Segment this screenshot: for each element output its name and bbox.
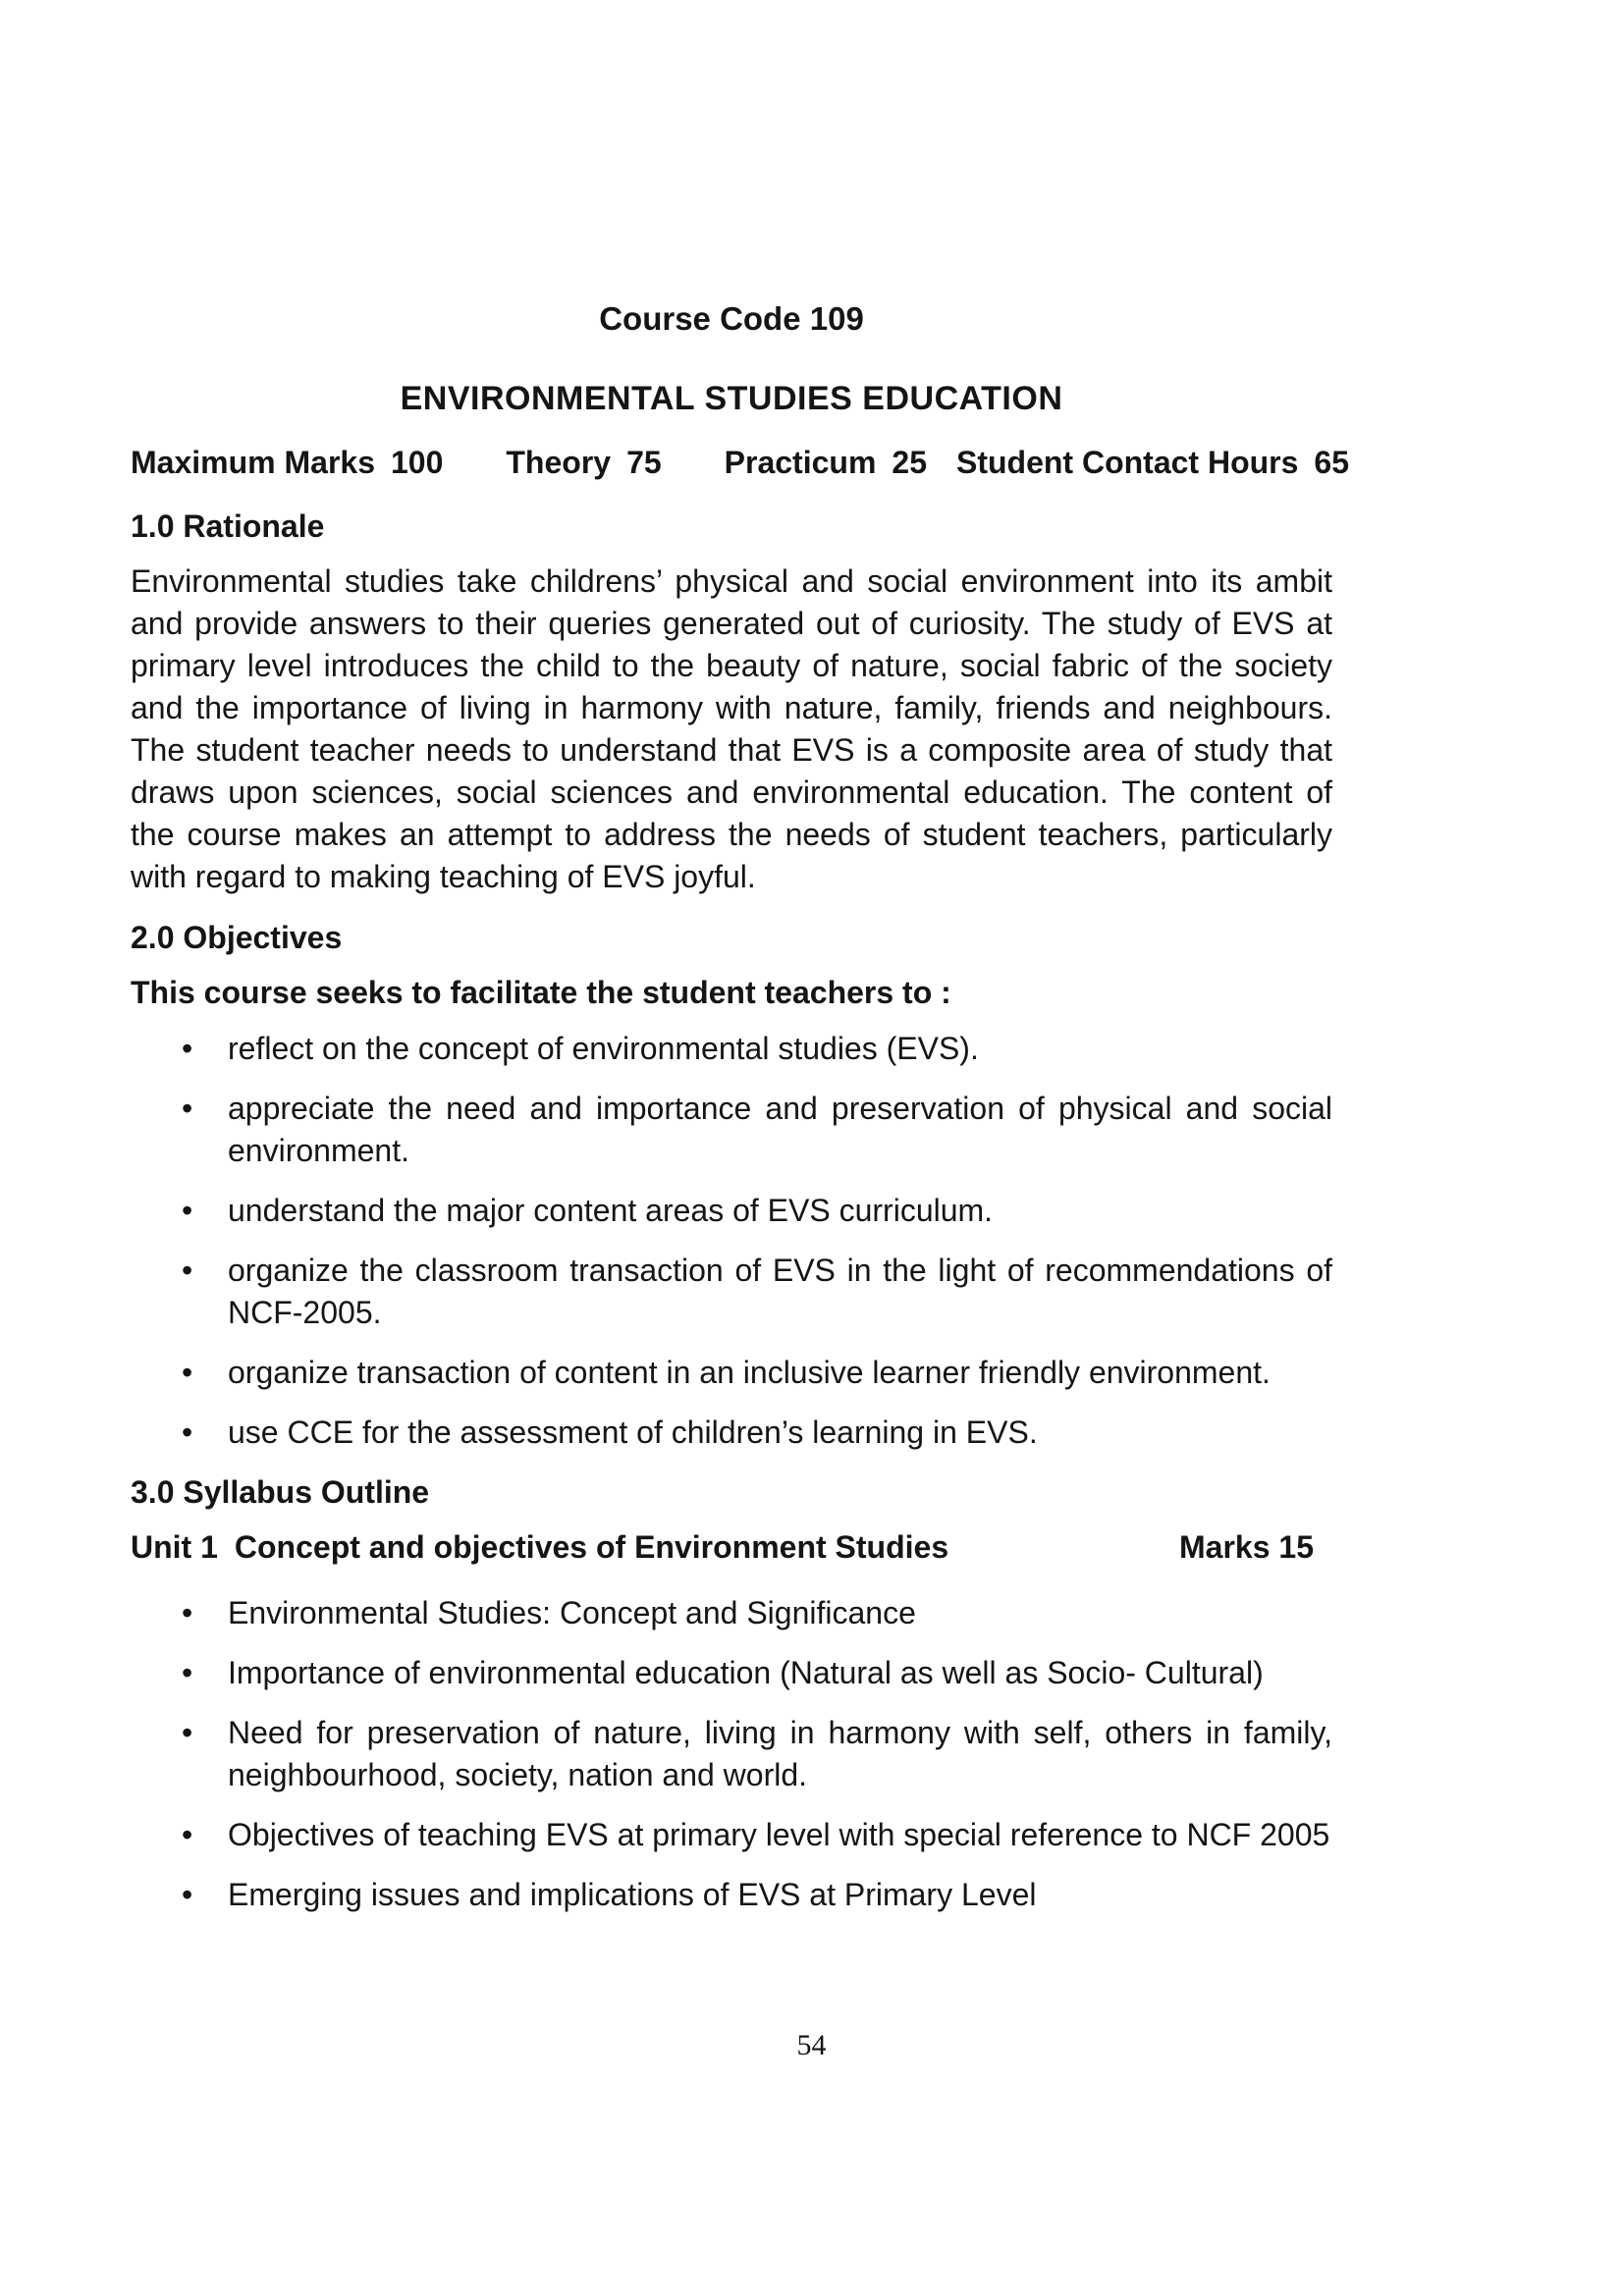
unit1-list (131, 1592, 1332, 1916)
course-code-heading: Course Code 109 (599, 300, 864, 337)
marks-maximum-label: Maximum Marks (131, 445, 375, 480)
page-number: 54 (796, 2029, 827, 2061)
marks-contact-hours (956, 442, 1349, 484)
objectives-list (131, 1028, 1332, 1454)
objectives-item: • organize transaction of content in an inclusive learner friendly environment. (131, 1352, 1332, 1394)
page-title: ENVIRONMENTAL STUDIES EDUCATION (400, 380, 1063, 417)
unit1-item: • Environmental Studies: Concept and Significance (131, 1592, 1332, 1634)
unit1-item: • Emerging issues and implications of EVS at Primary Level (131, 1874, 1332, 1916)
marks-practicum-value: 25 (892, 445, 927, 480)
marks-contact-hours-value: 65 (1314, 445, 1350, 480)
document-content (131, 297, 1350, 1934)
section-heading-rationale: 1.0 Rationale (131, 508, 325, 544)
marks-maximum-value: 100 (390, 445, 444, 480)
unit1-heading (131, 1526, 1332, 1569)
marks-theory (506, 442, 661, 484)
marks-line (131, 442, 1350, 484)
objectives-item: • appreciate the need and importance and preservation of physical and social environment. (131, 1088, 1332, 1172)
marks-theory-value: 75 (626, 445, 662, 480)
marks-practicum-label: Practicum (724, 445, 877, 480)
unit1-marks: Marks 15 (1179, 1529, 1314, 1565)
marks-practicum (725, 442, 927, 484)
marks-theory-label: Theory (506, 445, 612, 480)
section-heading-objectives: 2.0 Objectives (131, 920, 343, 955)
objectives-intro: This course seeks to facilitate the student teachers to : (131, 975, 951, 1010)
marks-contact-hours-label: Student Contact Hours (955, 445, 1299, 480)
objectives-item: • use CCE for the assessment of children’s learning in EVS. (131, 1412, 1332, 1454)
section-heading-syllabus: 3.0 Syllabus Outline (131, 1474, 430, 1510)
rationale-paragraph: Environmental studies take childrens’ physical and social environment into its ambit and provide answers to their queries generated out of curiosity. The study of EVS at primary level introduces the child to the beauty of nature, social fabric of the society and the importance of living in harmony with nature, family, friends and neighbours. The student teacher needs to understand that EVS is a composite area of study that draws upon sciences, social sciences and environmental education. The content of the course makes an attempt to address the needs of student teachers, particularly with regard to making teaching of EVS joyful. (131, 563, 1332, 894)
objectives-item: • understand the major content areas of EVS curriculum. (131, 1190, 1332, 1232)
unit1-item: • Need for preservation of nature, living in harmony with self, others in family, neighbourhood, society, nation and world. (131, 1712, 1332, 1796)
marks-maximum (131, 442, 443, 484)
objectives-item: • organize the classroom transaction of EVS in the light of recommendations of NCF-2005. (131, 1250, 1332, 1334)
unit1-title: Concept and objectives of Environment Studies (234, 1529, 949, 1565)
objectives-item: • reflect on the concept of environmental studies (EVS). (131, 1028, 1332, 1070)
unit1-item: • Objectives of teaching EVS at primary level with special reference to NCF 2005 (131, 1814, 1332, 1856)
unit1-item: • Importance of environmental education (Natural as well as Socio- Cultural) (131, 1652, 1332, 1694)
unit1-label: Unit 1 (131, 1529, 218, 1565)
